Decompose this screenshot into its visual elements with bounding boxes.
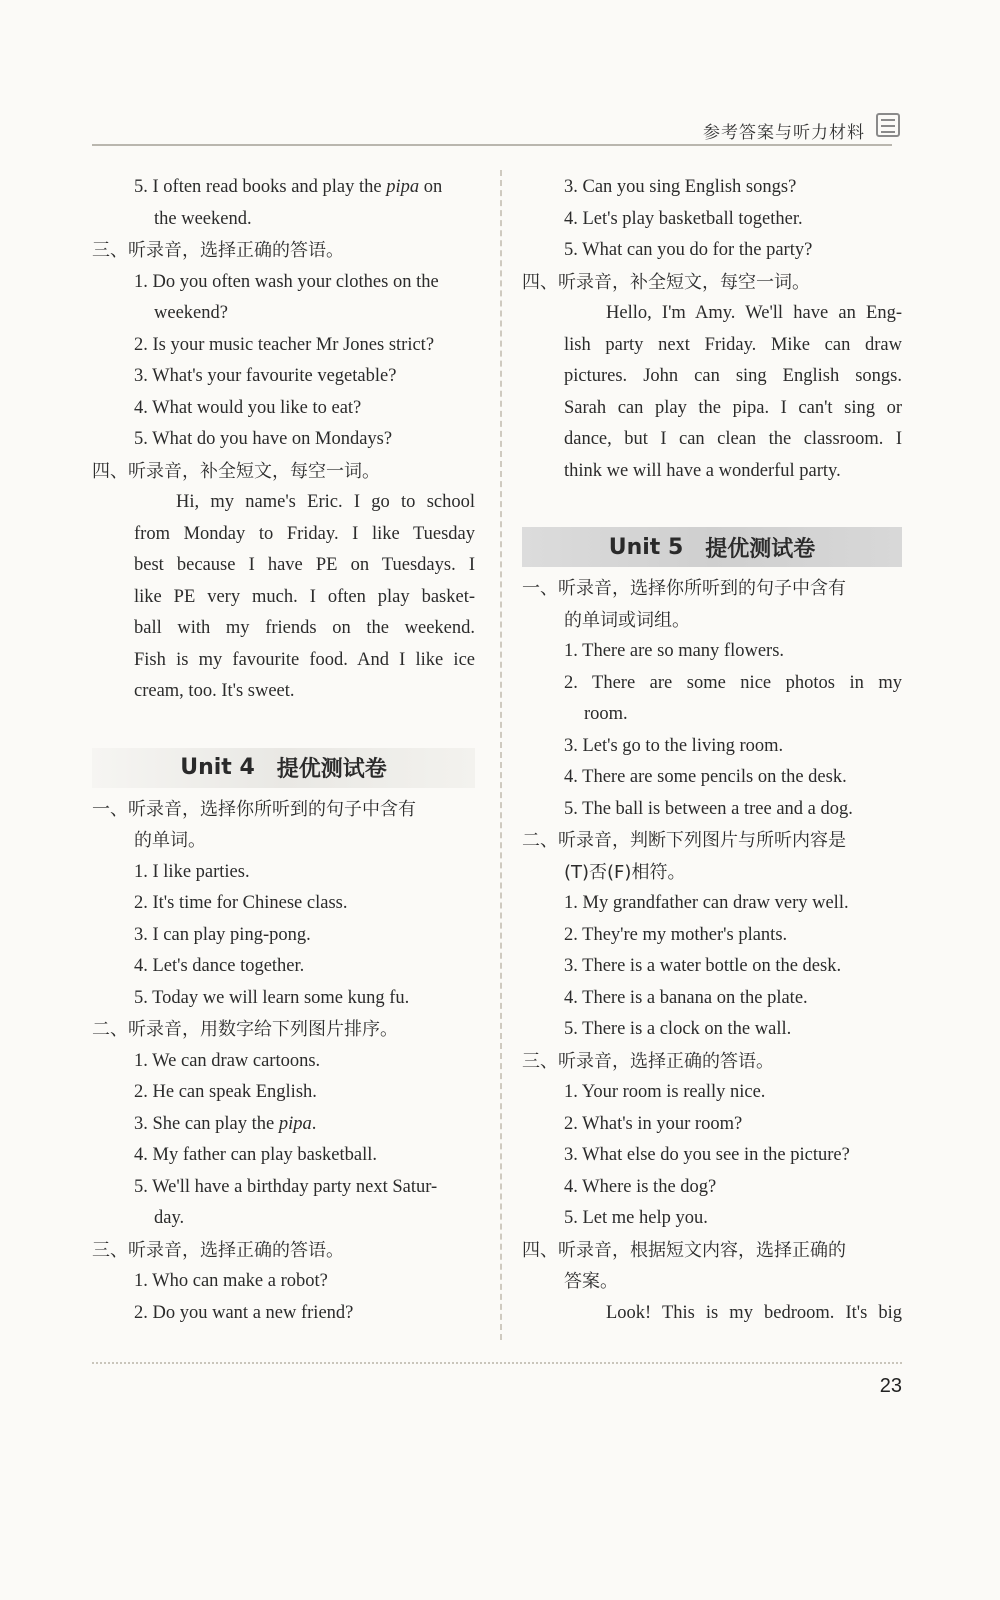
list-item: 2. There are some nice photos in my bbox=[564, 672, 902, 693]
list-item: 5. We'll have a birthday party next Satur- bbox=[134, 1176, 438, 1197]
passage-line: Sarah can play the pipa. I can't sing or bbox=[564, 397, 902, 418]
header-divider bbox=[92, 144, 892, 146]
unit-title: Unit 4 bbox=[180, 755, 255, 780]
list-item-continuation: room. bbox=[584, 704, 628, 724]
passage-line: like PE very much. I often play basket- bbox=[134, 586, 475, 607]
section-heading: 一、听录音，选择你所听到的句子中含有 bbox=[92, 798, 416, 820]
list-item: 4. Where is the dog? bbox=[564, 1176, 717, 1197]
list-item: 4. Let's play basketball together. bbox=[564, 208, 803, 229]
passage-line: lish party next Friday. Mike can draw bbox=[564, 334, 902, 355]
unit-subtitle: 提优测试卷 bbox=[705, 536, 816, 562]
passage-line: pictures. John can sing English songs. bbox=[564, 366, 902, 386]
passage-line: Hi, my name's Eric. I go to school bbox=[176, 492, 475, 512]
menu-lines-icon bbox=[876, 113, 900, 137]
list-item: 3. What else do you see in the picture? bbox=[564, 1145, 850, 1165]
item-text: 5. I often read books and play the bbox=[134, 177, 387, 197]
section-heading: 三、听录音，选择正确的答语。 bbox=[92, 1239, 344, 1261]
list-item: 2. He can speak English. bbox=[134, 1082, 317, 1102]
section-heading: 三、听录音，选择正确的答语。 bbox=[522, 1050, 774, 1072]
list-item bbox=[92, 172, 475, 204]
list-item: 5. Today we will learn some kung fu. bbox=[134, 987, 410, 1008]
column-divider bbox=[500, 170, 502, 1340]
passage-line: Look! This is my bedroom. It's big bbox=[606, 1302, 902, 1323]
passage-line: best because I have PE on Tuesdays. I bbox=[134, 555, 475, 575]
section-heading-continuation: 的单词。 bbox=[134, 830, 206, 851]
list-item: 5. The ball is between a tree and a dog. bbox=[564, 798, 853, 819]
passage-line: Hello, I'm Amy. We'll have an Eng- bbox=[606, 303, 902, 323]
section-heading: 四、听录音，根据短文内容，选择正确的 bbox=[522, 1239, 846, 1261]
list-item: 3. What's your favourite vegetable? bbox=[134, 366, 397, 386]
list-item: 3. There is a water bottle on the desk. bbox=[564, 956, 842, 976]
section-heading: 一、听录音，选择你所听到的句子中含有 bbox=[522, 578, 846, 599]
list-item: 1. Who can make a robot? bbox=[134, 1271, 328, 1291]
item-text: on bbox=[419, 177, 443, 197]
item-text: 3. She can play the bbox=[134, 1113, 279, 1134]
passage-line: from Monday to Friday. I like Tuesday bbox=[134, 523, 475, 544]
list-item bbox=[92, 1109, 475, 1141]
section-heading: 二、听录音，用数字给下列图片排序。 bbox=[92, 1019, 398, 1040]
unit-5-banner bbox=[522, 527, 902, 567]
unit-subtitle: 提优测试卷 bbox=[276, 757, 387, 782]
list-item: 1. We can draw cartoons. bbox=[134, 1050, 321, 1071]
list-item: 1. My grandfather can draw very well. bbox=[564, 893, 849, 913]
list-item: 1. Your room is really nice. bbox=[564, 1082, 766, 1102]
list-item: 2. What's in your room? bbox=[564, 1113, 743, 1134]
list-item: 4. What would you like to eat? bbox=[134, 397, 362, 418]
passage bbox=[92, 487, 475, 708]
list-item-continuation: weekend? bbox=[154, 303, 228, 323]
section-heading: 四、听录音，补全短文，每空一词。 bbox=[92, 460, 380, 482]
passage-line: dance, but I can clean the classroom. I bbox=[564, 429, 902, 449]
section-heading: 三、听录音，选择正确的答语。 bbox=[92, 240, 344, 261]
list-item: 2. Do you want a new friend? bbox=[134, 1302, 354, 1323]
list-item: 3. I can play ping-pong. bbox=[134, 924, 311, 945]
list-item: 2. It's time for Chinese class. bbox=[134, 893, 348, 913]
footer-divider bbox=[92, 1362, 902, 1364]
passage-line: ball with my friends on the weekend. bbox=[134, 618, 475, 638]
section-heading-continuation: (T)否(F)相符。 bbox=[564, 861, 686, 883]
list-item: 4. Let's dance together. bbox=[134, 956, 305, 976]
list-item: 5. What do you have on Mondays? bbox=[134, 429, 393, 449]
list-item: 4. There are some pencils on the desk. bbox=[564, 767, 847, 787]
list-item: 1. Do you often wash your clothes on the bbox=[134, 271, 439, 292]
left-column bbox=[92, 172, 475, 1329]
list-item: 5. What can you do for the party? bbox=[564, 240, 813, 260]
list-item: 1. There are so many flowers. bbox=[564, 641, 785, 661]
item-italic: pipa bbox=[386, 177, 420, 197]
unit-title: Unit 5 bbox=[608, 534, 684, 560]
unit-4-banner bbox=[92, 748, 475, 788]
list-item: 3. Let's go to the living room. bbox=[564, 735, 784, 756]
passage-line: Fish is my favourite food. And I like ice bbox=[134, 649, 475, 670]
item-italic: pipa bbox=[278, 1113, 312, 1134]
section-heading-continuation: 答案。 bbox=[564, 1271, 618, 1292]
list-item: 4. My father can play basketball. bbox=[134, 1145, 377, 1165]
running-header-title: 参考答案与听力材料 bbox=[703, 123, 865, 143]
passage-line: think we will have a wonderful party. bbox=[564, 460, 841, 481]
list-item: 1. I like parties. bbox=[134, 861, 250, 882]
list-item: 3. Can you sing English songs? bbox=[564, 177, 797, 197]
passage-line: cream, too. It's sweet. bbox=[134, 681, 295, 701]
section-heading: 二、听录音，判断下列图片与所听内容是 bbox=[522, 830, 846, 851]
list-item: 2. Is your music teacher Mr Jones strict? bbox=[134, 334, 435, 355]
list-item: 2. They're my mother's plants. bbox=[564, 924, 788, 945]
passage bbox=[522, 298, 902, 487]
list-item: 5. There is a clock on the wall. bbox=[564, 1019, 792, 1039]
list-item-continuation: the weekend. bbox=[154, 208, 252, 229]
section-heading: 四、听录音，补全短文，每空一词。 bbox=[522, 271, 810, 293]
list-item: 4. There is a banana on the plate. bbox=[564, 987, 808, 1008]
section-heading-continuation: 的单词或词组。 bbox=[564, 609, 690, 631]
right-column bbox=[522, 172, 902, 1329]
list-item: 5. Let me help you. bbox=[564, 1208, 708, 1228]
page-number: 23 bbox=[879, 1375, 902, 1397]
item-text: . bbox=[311, 1113, 317, 1134]
list-item-continuation: day. bbox=[154, 1208, 185, 1228]
